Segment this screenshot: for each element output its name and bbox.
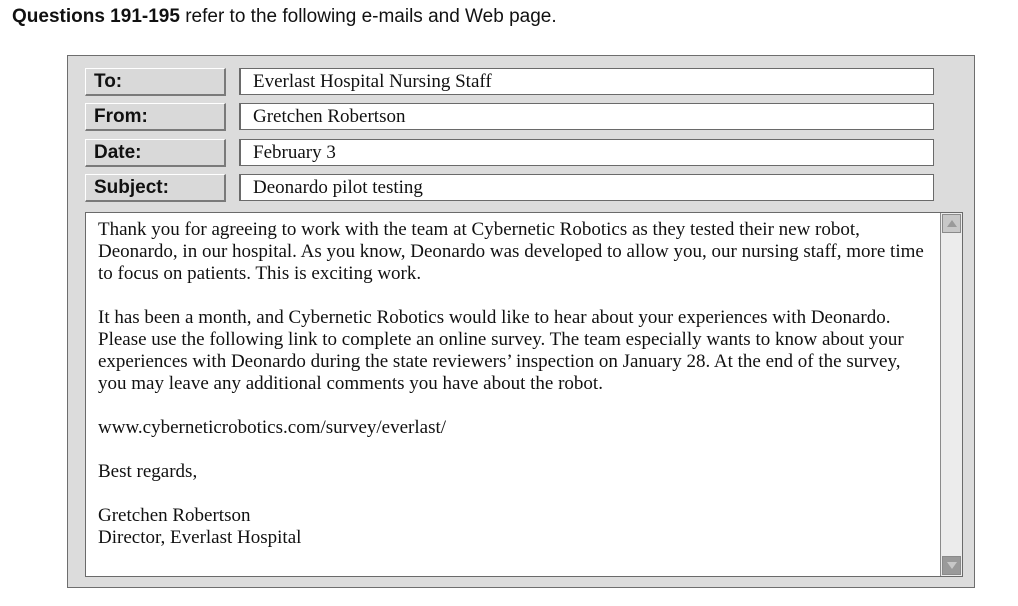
date-label: Date:	[85, 139, 226, 167]
to-row	[85, 68, 935, 96]
from-label: From:	[85, 103, 226, 131]
signature-name: Gretchen Robertson	[98, 505, 251, 526]
date-row	[85, 139, 935, 167]
subject-label: Subject:	[85, 174, 226, 202]
scroll-up-arrow-icon	[946, 219, 958, 228]
signature-title: Director, Everlast Hospital	[98, 527, 302, 548]
email-body	[85, 212, 963, 577]
from-row	[85, 103, 935, 131]
date-field: February 3	[239, 139, 934, 166]
vertical-scrollbar[interactable]	[940, 213, 962, 576]
survey-link[interactable]: www.cyberneticrobotics.com/survey/everlast/	[98, 417, 447, 438]
subject-row	[85, 174, 935, 202]
body-paragraph-2: It has been a month, and Cybernetic Robotics would like to hear about your experiences with Deonardo. Please use the following link to complete an online survey. The team especially wants to know about your experiences with Deonardo during the state reviewers’ inspection on January 28. At the end of the survey, you may leave any additional comments you have about the robot.	[98, 307, 904, 394]
to-label: To:	[85, 68, 226, 96]
subject-field: Deonardo pilot testing	[239, 174, 934, 201]
scroll-down-arrow-icon	[946, 561, 958, 570]
scroll-up-button[interactable]	[942, 214, 961, 233]
email-body-text	[98, 219, 928, 549]
scroll-down-button[interactable]	[942, 556, 961, 575]
body-paragraph-1: Thank you for agreeing to work with the team at Cybernetic Robotics as they tested their new robot, Deonardo, in our hospital. As you know, Deonardo was developed to allow you, our nursing staff, more time to focus on patients. This is exciting work.	[98, 219, 924, 284]
email-window	[67, 55, 975, 588]
question-range: Questions 191-195	[12, 6, 180, 27]
question-heading-rest: refer to the following e-mails and Web page.	[179, 6, 557, 27]
question-heading	[12, 6, 557, 28]
to-field: Everlast Hospital Nursing Staff	[239, 68, 934, 95]
closing: Best regards,	[98, 461, 198, 482]
from-field: Gretchen Robertson	[239, 103, 934, 130]
